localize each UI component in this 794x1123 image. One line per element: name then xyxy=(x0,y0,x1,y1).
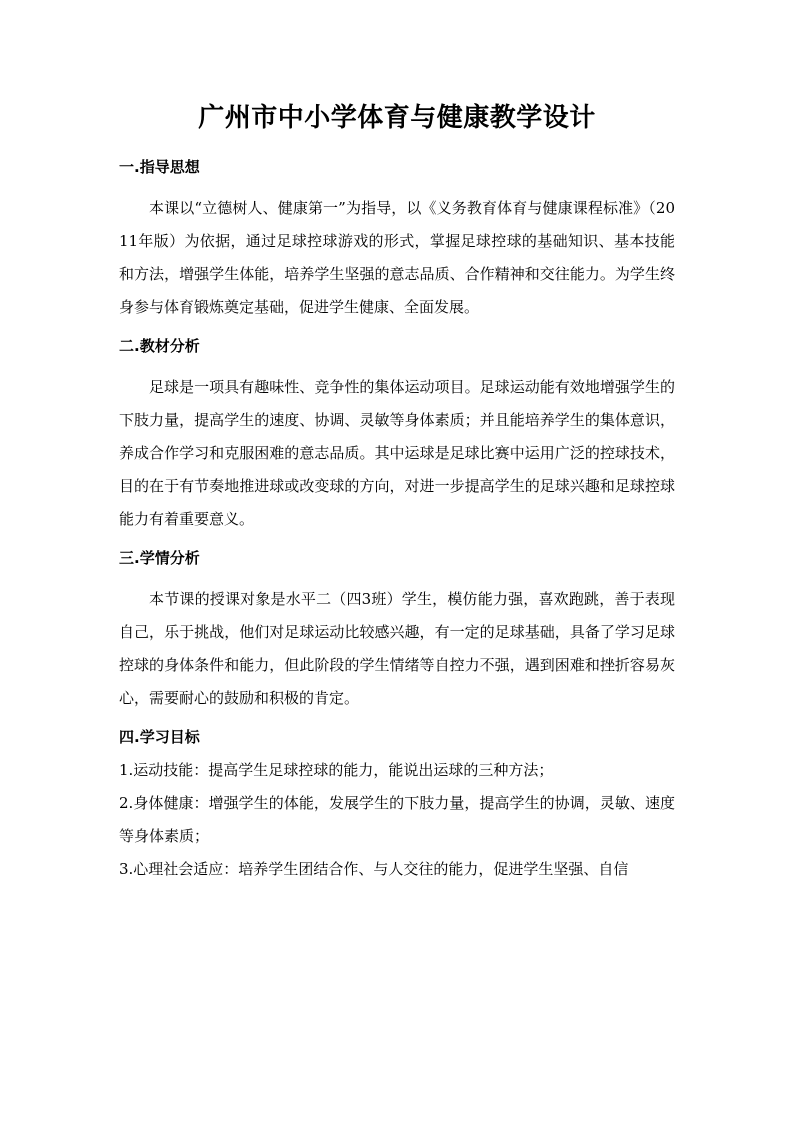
section-heading: 四.学习目标 xyxy=(119,728,200,746)
document-page xyxy=(119,98,675,886)
document-title: 广州市中小学体育与健康教学设计 xyxy=(198,103,596,133)
section-heading: 二.教材分析 xyxy=(119,337,200,355)
section-heading: 一.指导思想 xyxy=(119,158,200,176)
section-heading: 三.学情分析 xyxy=(119,549,200,567)
section-student-analysis xyxy=(119,547,675,715)
list-item: 2.身体健康：增强学生的体能，发展学生的下肢力量，提高学生的协调，灵敏、速度等身体素质； xyxy=(119,794,675,845)
section-material-analysis xyxy=(119,335,675,536)
list-item: 1.运动技能：提高学生足球控球的能力，能说出运球的三种方法； xyxy=(119,761,554,779)
section-learning-objectives xyxy=(119,726,675,886)
section-paragraph: 本节课的授课对象是水平二（四3班）学生，模仿能力强，喜欢跑跳，善于表现自己，乐于挑战，他们对足球运动比较感兴趣，有一定的足球基础，具备了学习足球控球的身体条件和能力，但此阶段的学生情绪等自控力不强，遇到困难和挫折容易灰心，需要耐心的鼓励和积极的肯定。 xyxy=(119,590,675,707)
section-guiding-ideology xyxy=(119,156,675,324)
list-item: 3.心理社会适应：培养学生团结合作、与人交往的能力，促进学生坚强、自信 xyxy=(119,860,629,878)
section-paragraph: 本课以“立德树人、健康第一”为指导，以《义务教育体育与健康课程标准》（2011年版）为依据，通过足球控球游戏的形式，掌握足球控球的基础知识、基本技能和方法，增强学生体能，培养学生坚强的意志品质、合作精神和交往能力。为学生终身参与体育锻炼奠定基础，促进学生健康、全面发展。 xyxy=(119,199,675,316)
section-paragraph: 足球是一项具有趣味性、竞争性的集体运动项目。足球运动能有效地增强学生的下肢力量，提高学生的速度、协调、灵敏等身体素质；并且能培养学生的集体意识，养成合作学习和克服困难的意志品质。其中运球是足球比赛中运用广泛的控球技术，目的在于有节奏地推进球或改变球的方向，对进一步提高学生的足球兴趣和足球控球能力有着重要意义。 xyxy=(119,378,675,528)
